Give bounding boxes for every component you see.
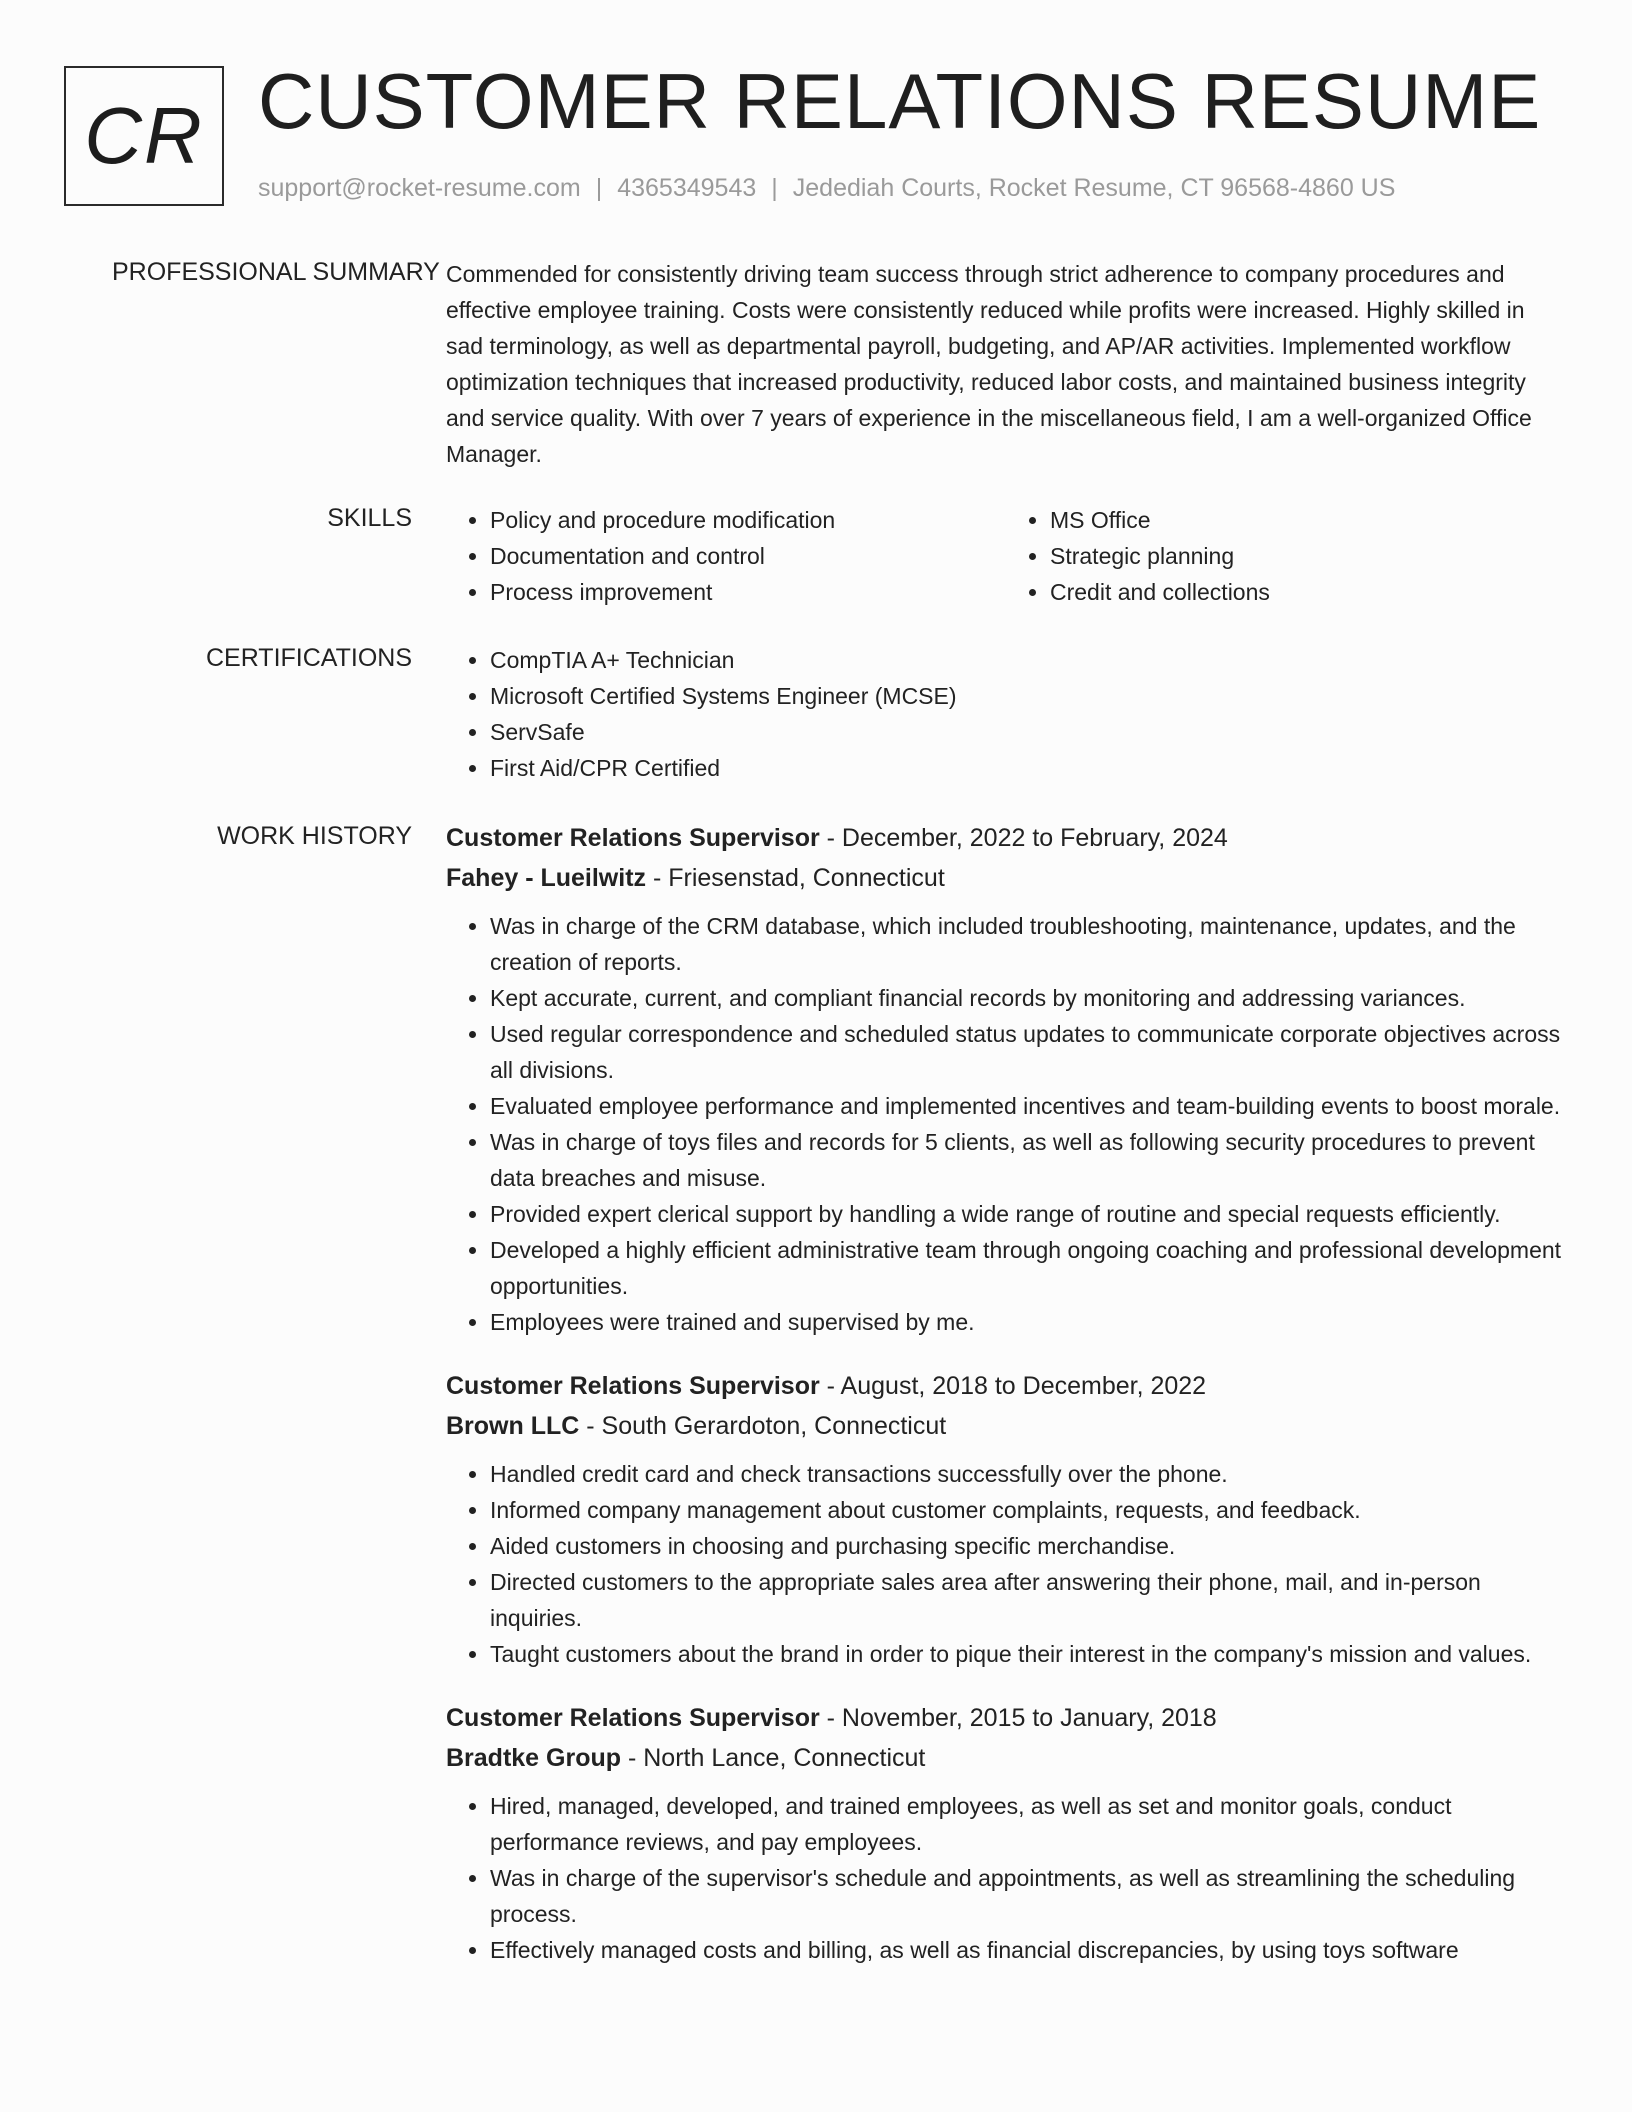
job-dates: - December, 2022 to February, 2024 xyxy=(819,824,1228,852)
job-company-line xyxy=(446,1406,1566,1446)
job-bullets xyxy=(446,1456,1566,1672)
job-bullet: • Employees were trained and supervised by me. xyxy=(490,1304,1566,1340)
resume-title: CUSTOMER RELATIONS RESUME xyxy=(258,57,1542,145)
job-dates: - August, 2018 to December, 2022 xyxy=(819,1372,1207,1400)
contact-separator: | xyxy=(595,174,603,202)
skill-item: • Process improvement xyxy=(490,574,1006,610)
job-title: Customer Relations Supervisor xyxy=(446,1704,820,1732)
job-bullet: • Informed company management about customer complaints, requests, and feedback. xyxy=(490,1492,1566,1528)
job-bullet: • Hired, managed, developed, and trained employees, as well as set and monitor goals, conduct performance reviews, and pay employees. xyxy=(490,1788,1566,1860)
skill-item: • Strategic planning xyxy=(1050,538,1566,574)
job-bullet: • Directed customers to the appropriate sales area after answering their phone, mail, and in-person inquiries. xyxy=(490,1564,1566,1636)
summary-section xyxy=(446,256,1566,472)
skill-item: • Credit and collections xyxy=(1050,574,1566,610)
contact-separator: | xyxy=(771,174,778,202)
job-title-line xyxy=(446,818,1566,858)
skills-section xyxy=(446,502,1566,610)
job-bullet: • Handled credit card and check transactions successfully over the phone. xyxy=(490,1456,1566,1492)
job-bullets xyxy=(446,1788,1566,1968)
contact-email[interactable]: support@rocket-resume.com xyxy=(258,174,581,202)
job-bullet: • Provided expert clerical support by handling a wide range of routine and special requests efficiently. xyxy=(490,1196,1566,1232)
job-title-line xyxy=(446,1698,1566,1738)
job-bullet: • Taught customers about the brand in order to pique their interest in the company's mission and values. xyxy=(490,1636,1566,1672)
job-bullet: • Effectively managed costs and billing, as well as financial discrepancies, by using toys software xyxy=(490,1932,1566,1968)
summary-label: PROFESSIONAL SUMMARY xyxy=(112,258,440,286)
skill-item: • Policy and procedure modification xyxy=(490,502,1006,538)
job-title-line xyxy=(446,1366,1566,1406)
job-location: - North Lance, Connecticut xyxy=(621,1744,926,1772)
certifications-list xyxy=(446,642,1566,786)
work-history-section xyxy=(446,818,1566,1994)
contact-line xyxy=(258,174,1395,203)
certification-item: • First Aid/CPR Certified xyxy=(490,750,1566,786)
job-company-line xyxy=(446,858,1566,898)
certifications-section xyxy=(446,642,1566,786)
job-dates: - November, 2015 to January, 2018 xyxy=(819,1704,1217,1732)
skill-item: • MS Office xyxy=(1050,502,1566,538)
job-bullets xyxy=(446,908,1566,1340)
job-company: Fahey - Lueilwitz xyxy=(446,864,647,892)
certification-item: • ServSafe xyxy=(490,714,1566,750)
summary-text: Commended for consistently driving team success through strict adherence to company procedures and effective employee training. Costs were consistently reduced while profits were increased. Highly skilled in sad terminology, as well as departmental payroll, budgeting, and AP/AR activities. Implemented workflow optimization techniques that increased productivity, reduced labor costs, and maintained business integrity and service quality. With over 7 years of experience in the miscellaneous field, I am a well-organized Office Manager. xyxy=(446,261,1532,467)
job-title: Customer Relations Supervisor xyxy=(446,1372,820,1400)
job-bullet: • Was in charge of toys files and records for 5 clients, as well as following security procedures to prevent data breaches and misuse. xyxy=(490,1124,1566,1196)
contact-address: Jedediah Courts, Rocket Resume, CT 96568-4860 US xyxy=(792,174,1396,202)
job-bullet: • Used regular correspondence and scheduled status updates to communicate corporate objectives across all divisions. xyxy=(490,1016,1566,1088)
skills-label: SKILLS xyxy=(327,504,412,532)
certification-item: • Microsoft Certified Systems Engineer (MCSE) xyxy=(490,678,1566,714)
certifications-label: CERTIFICATIONS xyxy=(205,644,412,672)
job-company-line xyxy=(446,1738,1566,1778)
job-location: - Friesenstad, Connecticut xyxy=(646,864,945,892)
skill-item: • Documentation and control xyxy=(490,538,1006,574)
contact-phone[interactable]: 4365349543 xyxy=(617,174,757,202)
certification-item: • CompTIA A+ Technician xyxy=(490,642,1566,678)
job-bullet: • Evaluated employee performance and implemented incentives and team-building events to boost morale. xyxy=(490,1088,1566,1124)
monogram-logo: CR xyxy=(64,66,224,206)
job-bullet: • Was in charge of the CRM database, which included troubleshooting, maintenance, updates, and the creation of reports. xyxy=(490,908,1566,980)
skills-list-left xyxy=(446,502,1006,610)
job-bullet: • Developed a highly efficient administrative team through ongoing coaching and professional development opportunities. xyxy=(490,1232,1566,1304)
job-entry xyxy=(446,1698,1566,1968)
job-company: Bradtke Group xyxy=(446,1744,622,1772)
job-bullet: • Kept accurate, current, and compliant financial records by monitoring and addressing variances. xyxy=(490,980,1566,1016)
job-location: - South Gerardoton, Connecticut xyxy=(579,1412,947,1440)
job-company: Brown LLC xyxy=(446,1412,580,1440)
work-history-label: WORK HISTORY xyxy=(217,822,412,850)
job-entry xyxy=(446,1366,1566,1672)
skills-list-right xyxy=(1006,502,1566,610)
job-bullet: • Aided customers in choosing and purchasing specific merchandise. xyxy=(490,1528,1566,1564)
job-title: Customer Relations Supervisor xyxy=(446,824,820,852)
job-bullet: • Was in charge of the supervisor's schedule and appointments, as well as streamlining the scheduling process. xyxy=(490,1860,1566,1932)
job-entry xyxy=(446,818,1566,1340)
